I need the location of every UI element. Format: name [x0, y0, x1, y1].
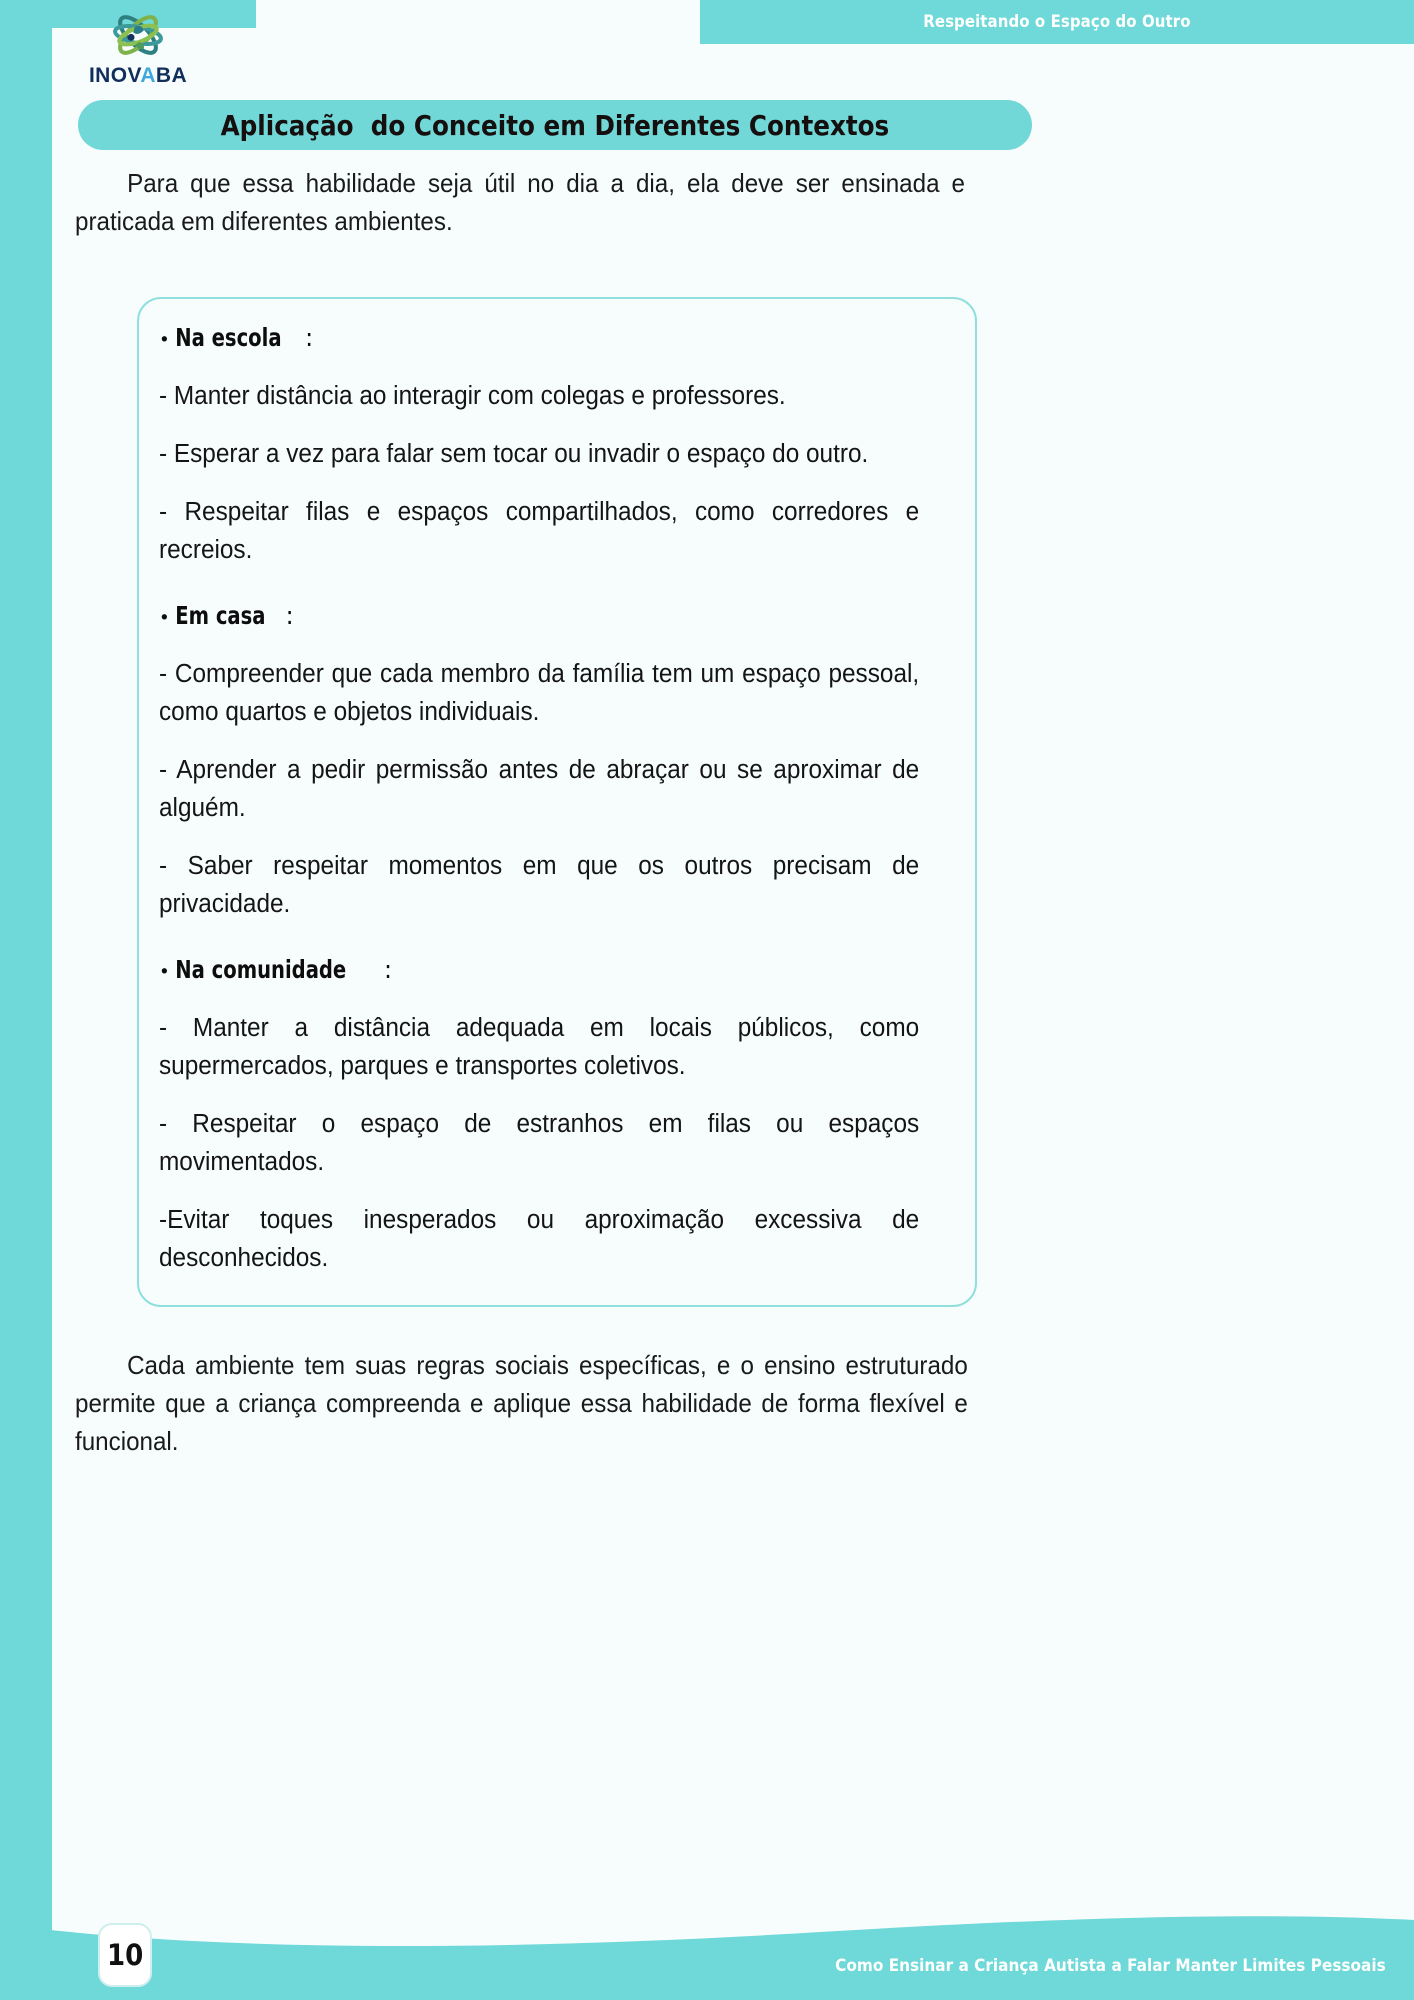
context-list-item: - Aprender a pedir permissão antes de abraçar ou se aproximar de alguém.: [159, 756, 920, 822]
bullet-icon: •: [159, 607, 176, 629]
footer-wave-shape: [0, 1890, 1414, 2000]
context-group-label: Na escola: [175, 323, 282, 352]
logo-word-part1: INOV: [88, 64, 141, 87]
context-group-colon: :: [383, 955, 393, 984]
header-banner: [700, 0, 1414, 44]
page-number-text: 10: [106, 1938, 144, 1972]
bullet-icon: •: [159, 961, 176, 983]
closing-paragraph: Cada ambiente tem suas regras sociais específicas, e o ensino estruturado permite que a criança compreenda e aplique essa habilidade de forma flexível e funcional.: [75, 1350, 968, 1456]
context-group-heading: [159, 601, 919, 633]
context-group-heading: [159, 955, 919, 987]
context-list-item: - Saber respeitar momentos em que os outros precisam de privacidade.: [159, 852, 920, 918]
context-list-item: - Compreender que cada membro da família tem um espaço pessoal, como quartos e objetos individuais.: [159, 660, 920, 726]
header-banner-label: Respeitando o Espaço do Outro: [923, 12, 1191, 32]
context-list-item: -Evitar toques inesperados ou aproximação excessiva de desconhecidos.: [159, 1206, 920, 1272]
intro-paragraph: Para que essa habilidade seja útil no dia a dia, ela deve ser ensinada e praticada em diferentes ambientes.: [75, 168, 966, 236]
context-list-item: - Esperar a vez para falar sem tocar ou invadir o espaço do outro.: [159, 440, 869, 468]
context-list-item: - Manter distância ao interagir com colegas e professores.: [159, 382, 786, 410]
context-list-item: - Manter a distância adequada em locais públicos, como supermercados, parques e transportes coletivos.: [159, 1014, 920, 1080]
context-group-label: Em casa: [175, 601, 266, 630]
context-group-label: Na comunidade: [175, 955, 347, 984]
context-list-item: - Respeitar filas e espaços compartilhados, como corredores e recreios.: [159, 498, 920, 564]
logo-word-part2: BA: [155, 64, 188, 87]
contexts-box: [137, 297, 977, 1307]
bullet-icon: •: [159, 329, 176, 351]
context-group-colon: :: [305, 323, 314, 352]
footer-wave: [0, 1890, 1414, 2000]
page-number-badge: [98, 1923, 152, 1987]
logo-wordmark: [78, 65, 198, 86]
logo: [78, 6, 198, 88]
context-group-colon: :: [285, 601, 294, 630]
logo-word-accent: A: [140, 64, 156, 87]
section-title-banner: [78, 100, 1032, 150]
contexts-box-content: [159, 323, 919, 1277]
atom-flower-icon: [107, 6, 169, 64]
section-title-text: Aplicação do Conceito em Diferentes Contextos: [220, 108, 890, 142]
footer-book-title: Como Ensinar a Criança Autista a Falar Manter Limites Pessoais: [835, 1956, 1386, 1976]
context-group-heading: [159, 323, 919, 355]
context-list-item: - Respeitar o espaço de estranhos em filas ou espaços movimentados.: [159, 1110, 920, 1176]
